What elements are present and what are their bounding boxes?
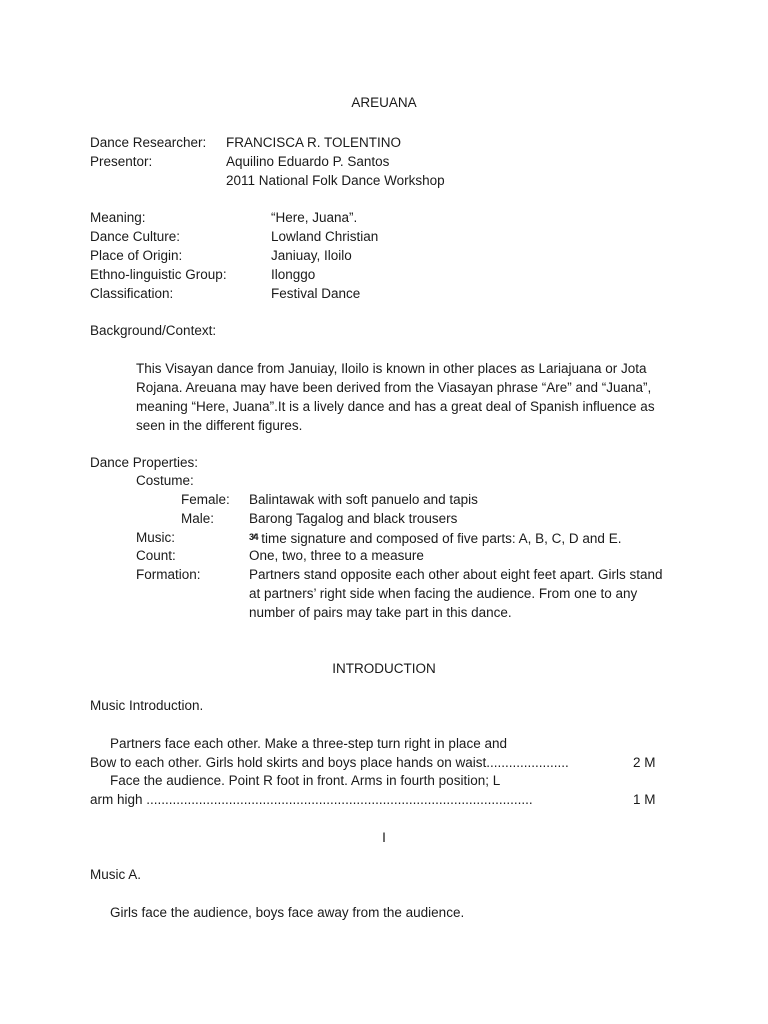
info-value: Festival Dance [271,286,361,301]
figure-music: Music A. [90,867,142,882]
info-value: Janiuay, Iloilo [271,248,352,263]
researcher-value: FRANCISCA R. TOLENTINO [226,135,402,150]
costume-label: Costume: [136,473,194,488]
male-label: Male: [181,511,215,526]
formation-line: number of pairs may take part in this dance. [249,605,512,620]
background-heading: Background/Context: [90,323,217,338]
info-label: Place of Origin: [90,248,183,263]
time-signature: 3⁄4 [249,532,258,542]
male-value: Barong Tagalog and black trousers [249,511,458,526]
background-line: Rojana. Areuana may have been derived from the Viasayan phrase “Are” and “Juana”, [136,380,652,395]
info-label: Dance Culture: [90,229,181,244]
background-line: meaning “Here, Juana”.It is a lively dance and has a great deal of Spanish influence as [136,399,655,414]
step-text: Bow to each other. Girls hold skirts and boys place hands on waist...................... [90,755,569,770]
introduction-heading: INTRODUCTION [332,661,436,676]
info-value: Ilonggo [271,267,316,282]
background-line: This Visayan dance from Januiay, Iloilo is known in other places as Lariajuana or Jota [136,361,647,376]
formation-line: at partners’ right side when facing the audience. From one to any [249,586,638,601]
info-label: Ethno-linguistic Group: [90,267,227,282]
presentor-value: Aquilino Eduardo P. Santos [226,154,390,169]
female-label: Female: [181,492,230,507]
info-label: Classification: [90,286,174,301]
measure-count: 1 M [633,792,656,807]
female-value: Balintawak with soft panuelo and tapis [249,492,478,507]
step-text: Girls face the audience, boys face away from the audience. [110,905,465,920]
info-value: “Here, Juana”. [271,210,358,225]
music-label: Music: [136,530,176,545]
info-label: Meaning: [90,210,146,225]
presentor-label: Presentor: [90,154,153,169]
event-name: 2011 National Folk Dance Workshop [226,173,445,188]
count-label: Count: [136,548,176,563]
formation-line: Partners stand opposite each other about eight feet apart. Girls stand [249,567,663,582]
count-value: One, two, three to a measure [249,548,424,563]
properties-heading: Dance Properties: [90,455,199,470]
figure-heading: I [382,830,386,845]
step-text: Face the audience. Point R foot in front. Arms in fourth position; L [110,773,501,788]
step-text: Partners face each other. Make a three-step turn right in place and [110,736,507,751]
step-text: arm high ....................................................................................................... [90,792,533,807]
background-line: seen in the different figures. [136,418,303,433]
researcher-label: Dance Researcher: [90,135,207,150]
formation-label: Formation: [136,567,201,582]
introduction-music: Music Introduction. [90,698,204,713]
measure-count: 2 M [633,755,656,770]
music-value [249,528,621,548]
info-value: Lowland Christian [271,229,379,244]
page-title: AREUANA [351,95,417,110]
music-description: time signature and composed of five parts: A, B, C, D and E. [257,531,622,546]
